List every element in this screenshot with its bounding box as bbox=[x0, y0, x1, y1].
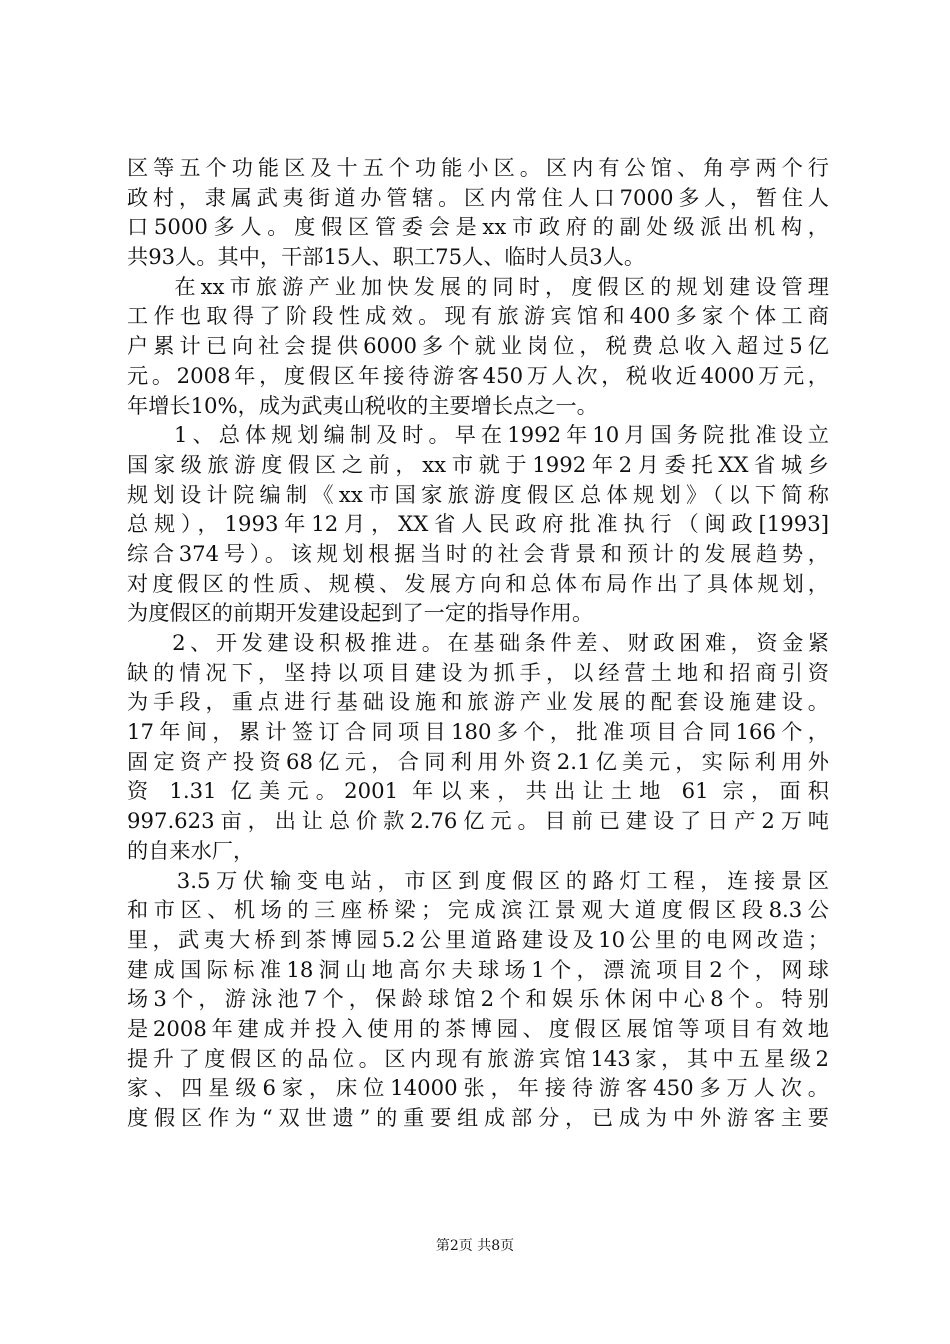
text-line: 和市区、机场的三座桥梁；完成滨江景观大道度假区段8.3公 bbox=[127, 897, 829, 923]
text-line: 综合374号）。该规划根据当时的社会背景和预计的发展趋势， bbox=[127, 540, 829, 566]
text-line: 元。2008年，度假区年接待游客450万人次，税收近4000万元， bbox=[127, 362, 829, 388]
body-text bbox=[127, 153, 829, 1133]
text-line: 年增长10%，成为武夷山税收的主要增长点之一。 bbox=[127, 392, 598, 418]
text-line: 是2008年建成并投入使用的茶博园、度假区展馆等项目有效地 bbox=[127, 1015, 829, 1041]
text-line: 1、总体规划编制及时。早在1992年10月国务院批准设立 bbox=[127, 422, 829, 448]
text-line: 2、开发建设积极推进。在基础条件差、财政困难，资金紧 bbox=[127, 630, 829, 655]
text-line: 户累计已向社会提供6000多个就业岗位，税费总收入超过5亿 bbox=[127, 333, 829, 359]
text-line: 提升了度假区的品位。区内现有旅游宾馆143家，其中五星级2 bbox=[127, 1045, 829, 1071]
text-line: 总规），1993年12月，XX省人民政府批准执行（闽政[1993] bbox=[127, 511, 829, 537]
text-line: 17年间，累计签订合同项目180多个，批准项目合同166个， bbox=[127, 719, 829, 745]
text-line: 为度假区的前期开发建设起到了一定的指导作用。 bbox=[127, 600, 594, 626]
text-line: 家、四星级6家，床位14000张，年接待游客450多万人次。 bbox=[127, 1075, 829, 1101]
text-line: 997.623亩，出让总价款2.76亿元。目前已建设了日产2万吨 bbox=[127, 808, 829, 834]
text-line: 为手段，重点进行基础设施和旅游产业发展的配套设施建设。 bbox=[127, 689, 829, 715]
text-line: 资 1.31 亿美元。2001 年以来，共出让土地 61 宗，面积 bbox=[127, 778, 829, 804]
text-line: 建成国际标准18洞山地高尔夫球场1个，漂流项目2个，网球 bbox=[127, 956, 829, 982]
text-line: 里，武夷大桥到茶博园5.2公里道路建设及10公里的电网改造； bbox=[127, 926, 829, 952]
text-line: 度假区作为“双世遗”的重要组成部分，已成为中外游客主要 bbox=[127, 1105, 829, 1130]
text-line: 3.5万伏输变电站，市区到度假区的路灯工程，连接景区 bbox=[127, 867, 829, 893]
text-line: 固定资产投资68亿元，合同利用外资2.1亿美元，实际利用外 bbox=[127, 748, 829, 774]
text-line: 政村，隶属武夷街道办管辖。区内常住人口7000多人，暂住人 bbox=[127, 184, 829, 210]
text-line: 规划设计院编制《xx市国家旅游度假区总体规划》（以下简称 bbox=[127, 481, 829, 507]
text-line: 共93人。其中，干部15人、职工75人、临时人员3人。 bbox=[127, 244, 646, 270]
text-line: 的自来水厂， bbox=[127, 837, 255, 863]
text-line: 对度假区的性质、规模、发展方向和总体布局作出了具体规划， bbox=[127, 570, 829, 596]
text-line: 工作也取得了阶段性成效。现有旅游宾馆和400多家个体工商 bbox=[127, 303, 829, 329]
text-line: 场3个，游泳池7个，保龄球馆2个和娱乐休闲中心8个。特别 bbox=[127, 986, 829, 1012]
text-line: 在xx市旅游产业加快发展的同时，度假区的规划建设管理 bbox=[127, 273, 829, 299]
text-line: 缺的情况下，坚持以项目建设为抓手，以经营土地和招商引资 bbox=[127, 659, 829, 685]
text-line: 区等五个功能区及十五个功能小区。区内有公馆、角亭两个行 bbox=[127, 155, 829, 180]
page-footer: 第2页 共8页 bbox=[435, 1238, 515, 1254]
text-line: 国家级旅游度假区之前，xx市就于1992年2月委托XX省城乡 bbox=[127, 451, 829, 477]
text-line: 口5000多人。度假区管委会是xx市政府的副处级派出机构， bbox=[127, 214, 829, 240]
